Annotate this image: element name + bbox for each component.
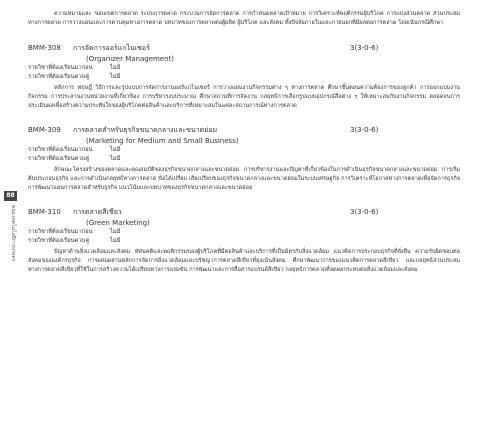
course-credits: 3(3-0-6) — [350, 125, 379, 134]
prerequisite-label: รายวิชาที่ต้องเรียนมาก่อน — [28, 64, 93, 71]
corequisite-label: รายวิชาที่ต้องเรียนควบคู่ — [28, 74, 90, 81]
corequisite-row — [28, 73, 460, 82]
intro-paragraph: ความหมายและ ขอบเขตการตลาด ระบบการตลาด กระบวนการจัดการตลาด การกำหนดตลาดเป้าหมาย การวิเคราะห์พฤติกรรมผู้บริโภค การแบ่งส่วนตลาด ส่วนประสมทางการตลาด การวางแผนและการควบคุมทางการตลาด บทบาทของการตลาดต่อผู้ผลิต ผู้บริโภค และสังคม ทั้งปัจจัยภายในและภายนอกที่มีผลต่อการตลาด โดยเน้นกรณีศึกษา — [28, 11, 460, 27]
corequisite-value: ไม่มี — [110, 74, 121, 81]
course-name-thai: การตลาดสำหรับธุรกิจขนาดกลางและขนาดย่อม — [73, 125, 218, 134]
corequisite-row — [28, 155, 460, 164]
page-sidebar — [0, 189, 22, 262]
course-name-english: (Organizer Management) — [86, 54, 175, 63]
course-name-english: (Green Marketing) — [86, 218, 150, 227]
prerequisite-row — [28, 64, 460, 73]
prerequisite-row — [28, 146, 460, 155]
prerequisite-label: รายวิชาที่ต้องเรียนมาก่อน — [28, 146, 93, 153]
course-header — [28, 125, 460, 136]
course-entry — [28, 207, 460, 276]
course-entry — [28, 43, 460, 112]
course-description: ปัญหาด้านสิ่งแวดล้อมและสังคม ทัศนคติและพฤติกรรมของผู้บริโภคที่มีต่อสินค้าและบริการที่เป็นมิตรกับสิ่งแวดล้อม แนวคิดการประกอบธุรกิจที่ยั่งยืน ความรับผิดชอบต่อสังคมขององค์กรธุรกิจ การผสมผสานหลักการจัดการสิ่งแวดล้อมและปรัชญาการตลาดสีเขียวที่มุ่งเน้นสังคม ศึกษาพัฒนาการของแนวคิดการตลาดสีเขียว และกลยุทธ์ส่วนประสมทางการตลาดสีเขียวที่ใช้ในการสร้างความได้เปรียบทางการแข่งขัน การพัฒนาและการสื่อสารแบรนด์สีเขียว กลยุทธ์การตลาดที่ลดผลกระทบต่อสิ่งแวดล้อมและสังคม — [28, 248, 460, 274]
course-credits: 3(3-0-6) — [350, 207, 379, 216]
course-header — [28, 207, 460, 218]
course-name-thai: การจัดการออร์แกไนเซอร์ — [73, 43, 150, 52]
document-page — [28, 10, 460, 276]
prerequisite-label: รายวิชาที่ต้องเรียนมาก่อน — [28, 228, 93, 235]
course-name-thai: การตลาดสีเขียว — [73, 207, 122, 216]
prerequisite-value: ไม่มี — [110, 64, 121, 71]
course-description: ลักษณะโครงสร้างของตลาดและคุณสมบัติของธุรกิจขนาดกลางและขนาดย่อม การบริหารงานและปัญหาที่เกี่ยวข้องในการดำเนินธุรกิจขนาดกลางและขนาดย่อม การเริ่มต้นประกอบธุรกิจ และการดำเนินกลยุทธ์ทางการตลาด ข้อได้เปรียบ เสียเปรียบของธุรกิจขนาดกลางและขนาดย่อมในระบบเศรษฐกิจ การวิเคราะห์โอกาสทางการตลาดเพื่อจัดการธุรกิจ การพัฒนาแผนการตลาดสำหรับธุรกิจ แนวโน้มและบทบาทของธุรกิจขนาดกลางและขนาดย่อม — [28, 166, 460, 192]
corequisite-label: รายวิชาที่ต้องเรียนควบคู่ — [28, 238, 90, 245]
corequisite-row — [28, 237, 460, 246]
course-code: BMM-310 — [28, 207, 61, 216]
prerequisite-value: ไม่มี — [110, 146, 121, 153]
course-name-english: (Marketing for Medium and Small Business) — [86, 136, 239, 145]
course-credits: 3(3-0-6) — [350, 43, 379, 52]
corequisite-value: ไม่มี — [110, 238, 121, 245]
course-header — [28, 43, 460, 54]
prerequisite-row — [28, 228, 460, 237]
course-entry — [28, 125, 460, 194]
section-label: คณะเทคโนโลยีการเกษตร — [10, 205, 16, 262]
page-number: 88 — [4, 191, 17, 201]
corequisite-label: รายวิชาที่ต้องเรียนควบคู่ — [28, 156, 90, 163]
course-code: BMM-309 — [28, 125, 61, 134]
prerequisite-value: ไม่มี — [110, 228, 121, 235]
corequisite-value: ไม่มี — [110, 156, 121, 163]
course-description: หลักการ ทฤษฎี วิธีการและรูปแบบการจัดการงานออร์แกไนเซอร์ การวางแผนงานกิจกรรมต่าง ๆ ทางการตลาด ศึกษาขั้นตอนความต้องการของลูกค้า การออกแบบงานกิจกรรม การประสานงานหน่วยงานที่เกี่ยวข้อง การบริหารงบประมาณ ศึกษาสถานที่การจัดงาน กลยุทธ์การเลือกรูปแบบอุปกรณ์สื่อต่าง ๆ ให้เหมาะสมกับงานกิจกรรม ตลอดจนการประเมินผลเพื่อสร้างความประทับใจของผู้บริโภคต่อสินค้าและบริการที่เหมาะสมในแต่ละสถานการณ์ทางการตลาด — [28, 84, 460, 110]
course-code: BMM-308 — [28, 43, 61, 52]
